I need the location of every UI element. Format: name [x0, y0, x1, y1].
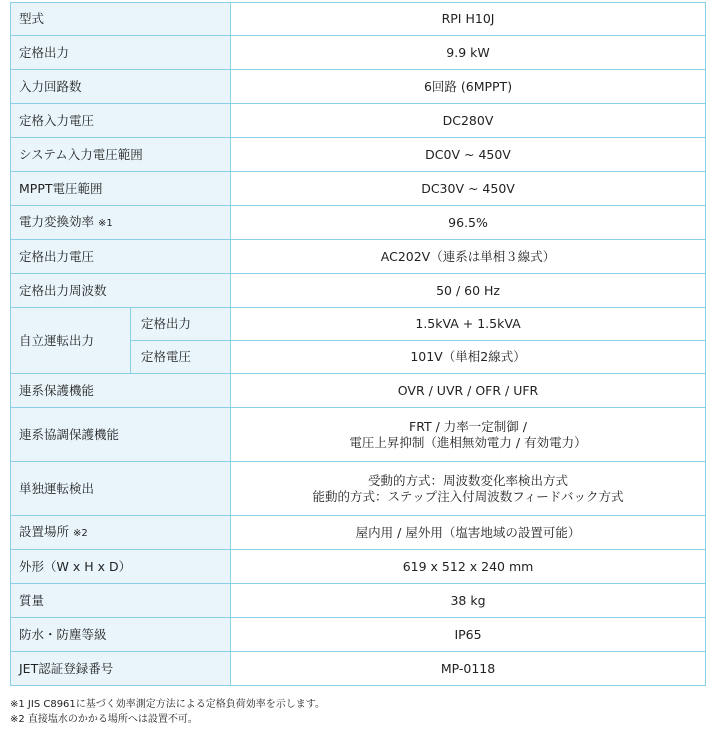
row-value: DC30V ~ 450V — [231, 172, 706, 206]
row-label: 定格出力周波数 — [11, 274, 231, 308]
row-label — [11, 206, 231, 240]
row-value: MP-0118 — [231, 652, 706, 686]
row-label: 定格入力電圧 — [11, 104, 231, 138]
row-value: DC0V ~ 450V — [231, 138, 706, 172]
row-value — [231, 408, 706, 462]
spec-row-islanding-detection — [11, 462, 706, 516]
spec-row-efficiency — [11, 206, 706, 240]
spec-row-autonomous-output — [11, 308, 706, 341]
row-label: 単独運転検出 — [11, 462, 231, 516]
spec-row-rated-frequency — [11, 274, 706, 308]
spec-row-mppt-range — [11, 172, 706, 206]
row-value-line: FRT / 力率一定制御 / — [409, 418, 527, 434]
row-label: 外形（W x H x D） — [11, 550, 231, 584]
footnotes — [10, 697, 325, 727]
spec-row-jet-number — [11, 652, 706, 686]
row-label: 定格出力 — [11, 36, 231, 70]
spec-row-system-input-range — [11, 138, 706, 172]
spec-row-input-circuits — [11, 70, 706, 104]
row-label: JET認証登録番号 — [11, 652, 231, 686]
spec-row-weight — [11, 584, 706, 618]
row-label: 質量 — [11, 584, 231, 618]
row-label: 防水・防塵等級 — [11, 618, 231, 652]
row-value: 9.9 kW — [231, 36, 706, 70]
row-value: AC202V（連系は単相３線式） — [231, 240, 706, 274]
row-label: MPPT電圧範囲 — [11, 172, 231, 206]
footnote-1: ※1 JIS C8961に基づく効率測定方法による定格負荷効率を示します。 — [10, 699, 325, 710]
spec-row-installation — [11, 516, 706, 550]
row-value-line: 受動的方式：周波数変化率検出方式 — [368, 472, 569, 488]
sub-row-label: 定格出力 — [131, 308, 231, 341]
row-value: 101V（単相2線式） — [231, 341, 706, 374]
row-label-text: 設置場所 — [19, 523, 70, 539]
row-value: 屋内用 / 屋外用（塩害地域の設置可能） — [231, 516, 706, 550]
spec-row-rated-output — [11, 36, 706, 70]
sub-row-label: 定格電圧 — [131, 341, 231, 374]
row-value: 619 x 512 x 240 mm — [231, 550, 706, 584]
row-value: OVR / UVR / OFR / UFR — [231, 374, 706, 408]
spec-table — [10, 2, 706, 686]
spec-row-model — [11, 3, 706, 36]
row-label: 入力回路数 — [11, 70, 231, 104]
row-value: 96.5% — [231, 206, 706, 240]
row-value-line: 能動的方式：ステップ注入付周波数フィードバック方式 — [312, 488, 624, 504]
row-value: RPI H10J — [231, 3, 706, 36]
row-value-line: 電圧上昇抑制（進相無効電力 / 有効電力） — [349, 434, 587, 450]
footnote-marker: ※2 — [73, 527, 88, 539]
row-label: 自立運転出力 — [11, 308, 131, 374]
spec-row-grid-protection — [11, 374, 706, 408]
row-label: システム入力電圧範囲 — [11, 138, 231, 172]
row-value: 50 / 60 Hz — [231, 274, 706, 308]
row-value — [231, 462, 706, 516]
row-label — [11, 516, 231, 550]
row-value: 6回路 (6MPPT) — [231, 70, 706, 104]
row-label: 連系協調保護機能 — [11, 408, 231, 462]
footnote-marker: ※1 — [98, 217, 113, 229]
row-value: DC280V — [231, 104, 706, 138]
footnote-2: ※2 直接塩水のかかる場所へは設置不可。 — [10, 714, 198, 725]
spec-row-grid-coordination — [11, 408, 706, 462]
row-value: 1.5kVA + 1.5kVA — [231, 308, 706, 341]
row-label: 定格出力電圧 — [11, 240, 231, 274]
row-label: 型式 — [11, 3, 231, 36]
spec-row-rated-input-voltage — [11, 104, 706, 138]
row-label-text: 電力変換効率 — [19, 213, 95, 229]
row-label: 連系保護機能 — [11, 374, 231, 408]
row-value: 38 kg — [231, 584, 706, 618]
spec-row-rated-output-voltage — [11, 240, 706, 274]
row-value: IP65 — [231, 618, 706, 652]
spec-row-dimensions — [11, 550, 706, 584]
spec-row-ip-rating — [11, 618, 706, 652]
